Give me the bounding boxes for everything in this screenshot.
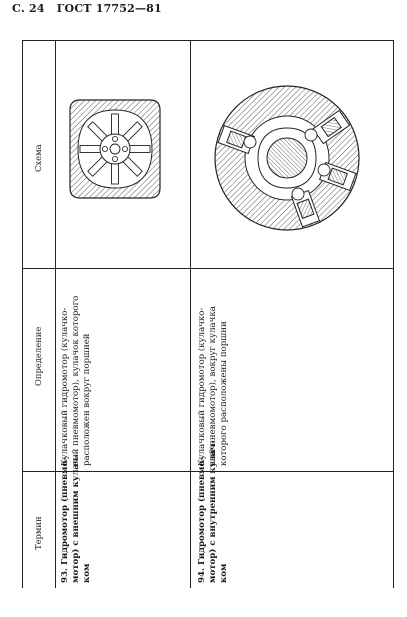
- term-93-line-1: 93. Гидромотор (пневмо-: [60, 457, 70, 583]
- term-93-line-2: мотор) с внешним кулач-: [71, 454, 81, 583]
- table-right-border: [393, 40, 394, 588]
- definition-94-line-3: которого расположены поршни: [219, 321, 229, 466]
- table-left-border: [22, 40, 23, 588]
- definition-94: [197, 306, 230, 466]
- definition-94-line-2: вый пневмомотор), вокруг кулачка: [208, 306, 218, 466]
- page-header: [12, 2, 170, 15]
- term-94-line-2: мотор) с внутренним кулач-: [208, 440, 218, 583]
- header-row-divider: [55, 40, 56, 588]
- standard-number: ГОСТ 17752—81: [56, 2, 162, 15]
- row-divider: [190, 40, 191, 588]
- definition-93-line-2: вый пневмомотор), кулачок которого: [71, 295, 81, 466]
- scheme-94-internal-cam-diagram: [212, 80, 362, 236]
- term-93: [60, 454, 93, 583]
- term-94-line-1: 94. Гидромотор (пневмо-: [197, 457, 207, 583]
- column-header-definition: Определение: [33, 326, 43, 386]
- page-number: С. 24: [12, 2, 45, 15]
- definition-93-line-1: Кулачковый гидромотор (кулачко-: [60, 307, 70, 466]
- definition-93-line-3: расположен вокруг поршней: [82, 333, 92, 466]
- column-header-term: Термин: [33, 516, 43, 550]
- table-top-border: [22, 40, 394, 41]
- scheme-93-external-cam-diagram: [66, 96, 164, 202]
- definition-93: [60, 296, 93, 466]
- term-93-line-3: ком: [82, 563, 92, 583]
- column-header-scheme: Схема: [33, 144, 43, 172]
- column-divider-scheme: [22, 268, 394, 269]
- term-94-line-3: ком: [219, 563, 229, 583]
- definition-94-line-1: Кулачковый гидромотор (кулачко-: [197, 307, 207, 466]
